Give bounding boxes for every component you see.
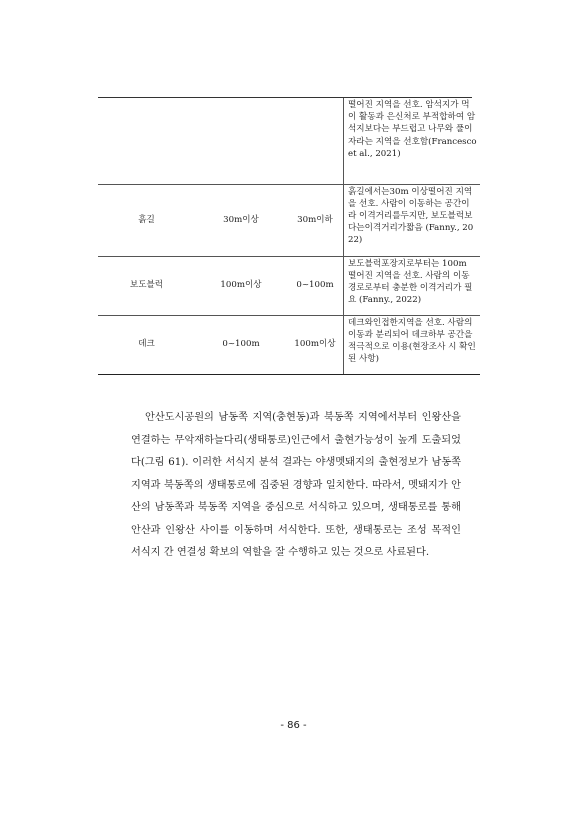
cell-preferred-distance: 100m이상 xyxy=(195,256,287,315)
habitat-distance-table xyxy=(98,98,480,375)
cell-avoided-distance: 30m이하 xyxy=(287,184,344,256)
cell-preferred-distance: 0~100m xyxy=(195,315,287,374)
cell-preferred-distance xyxy=(195,98,287,184)
cell-surface-type: 흙길 xyxy=(98,184,195,256)
table-row xyxy=(98,184,480,256)
cell-surface-type: 보도블럭 xyxy=(98,256,195,315)
cell-avoided-distance: 0~100m xyxy=(287,256,344,315)
cell-description: 데크와인접한지역을 선호. 사람의 이동과 분리되어 데크하부 공간을 적극적으로 이용(현장조사 시 확인된 사항) xyxy=(344,315,481,374)
table-row xyxy=(98,256,480,315)
cell-surface-type xyxy=(98,98,195,184)
cell-surface-type: 데크 xyxy=(98,315,195,374)
page-number: - 86 - xyxy=(280,720,307,731)
table-row xyxy=(98,98,480,184)
cell-description: 보도블럭포장지로부터는 100m 떨어진 지역을 선호. 사람의 이동 경로로부터 충분한 이격거리가 필요 (Fanny., 2022) xyxy=(344,256,481,315)
body-paragraph: 안산도시공원의 남동쪽 지역(충현동)과 북동쪽 지역에서부터 인왕산을 연결하는 무악재하늘다리(생태통로)인근에서 출현가능성이 높게 도출되었다(그림 61). 이러한 서식지 분석 결과는 야생멧돼지의 출현정보가 남동쪽 지역과 북동쪽의 생태통로에 집중된 경향과 일치한다. 따라서, 멧돼지가 안산의 남동쪽과 북동쪽 지역을 중심으로 서식하고 있으며, 생태통로를 통해 안산과 인왕산 사이를 이동하며 서식한다. 또한, 생태통로는 조성 목적인 서식지 간 연결성 확보의 역할을 잘 수행하고 있는 것으로 사료된다. xyxy=(131,412,461,558)
cell-description: 흙길에서는30m 이상떨어진 지역을 선호. 사람이 이동하는 공간이라 이격거리를두지만, 보도블럭보다는이격거리가짧음 (Fanny., 2022) xyxy=(344,184,481,256)
table-row xyxy=(98,315,480,374)
cell-avoided-distance: 100m이상 xyxy=(287,315,344,374)
cell-avoided-distance xyxy=(287,98,344,184)
cell-description: 떨어진 지역을 선호. 암석지가 먹이 활동과 은신처로 부적합하여 암석지보다는 부드럽고 나무와 풀이 자라는 지역을 선호함(Francesco et al., 2021) xyxy=(344,98,481,184)
cell-preferred-distance: 30m이상 xyxy=(195,184,287,256)
